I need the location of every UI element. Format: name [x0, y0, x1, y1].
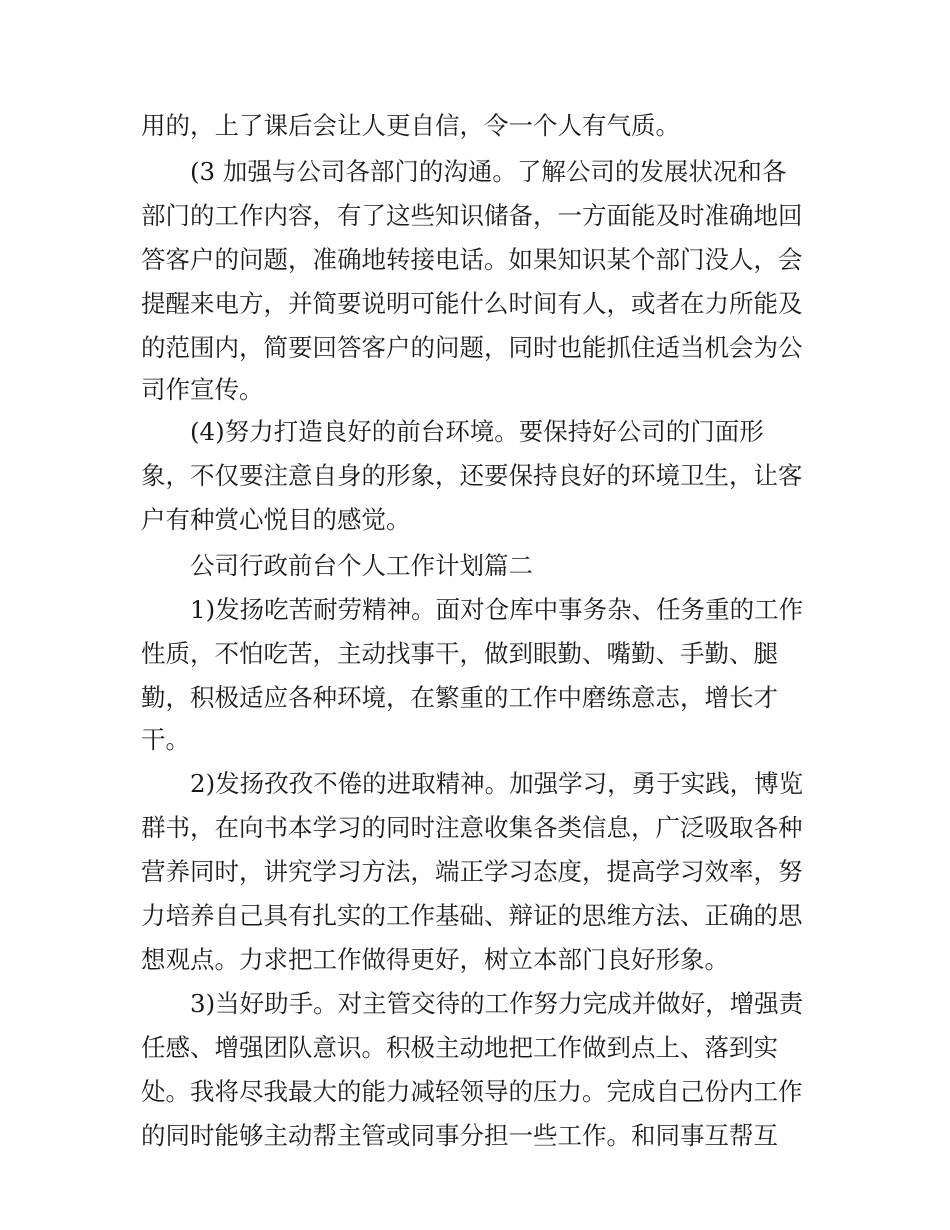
text-line: 户有种赏心悦目的感觉。	[141, 505, 411, 534]
text-line: 力培养自己具有扎实的工作基础、辩证的思维方法、正确的思	[141, 901, 803, 930]
text-line: 部门的工作内容，有了这些知识储备，一方面能及时准确地回	[141, 201, 803, 230]
text-line: 答客户的问题，准确地转接电话。如果知识某个部门没人，会	[141, 245, 803, 274]
paragraph-start: (4)努力打造良好的前台环境。要保持好公司的门面形	[190, 417, 764, 446]
paragraph-start: 1)发扬吃苦耐劳精神。面对仓库中事务杂、任务重的工作	[190, 595, 804, 624]
text-line: 干。	[141, 725, 190, 754]
text-line: 想观点。力求把工作做得更好，树立本部门良好形象。	[141, 945, 729, 974]
paragraph-start: (3 加强与公司各部门的沟通。了解公司的发展状况和各	[190, 157, 787, 186]
text-line: 处。我将尽我最大的能力减轻领导的压力。完成自己份内工作	[141, 1077, 803, 1106]
paragraph-start: 3)当好助手。对主管交待的工作努力完成并做好，增强责	[190, 989, 804, 1018]
text-line: 任感、增强团队意识。积极主动地把工作做到点上、落到实	[141, 1033, 778, 1062]
text-line: 的同时能够主动帮主管或同事分担一些工作。和同事互帮互	[141, 1121, 778, 1150]
text-line: 提醒来电方，并简要说明可能什么时间有人，或者在力所能及	[141, 289, 803, 318]
section-heading: 公司行政前台个人工作计划篇二	[190, 551, 533, 580]
text-line: 性质，不怕吃苦，主动找事干，做到眼勤、嘴勤、手勤、腿	[141, 639, 778, 668]
text-line: 营养同时，讲究学习方法，端正学习态度，提高学习效率，努	[141, 857, 803, 886]
text-line: 勤，积极适应各种环境，在繁重的工作中磨练意志，增长才	[141, 683, 778, 712]
text-line: 用的，上了课后会让人更自信，令一个人有气质。	[141, 111, 680, 140]
text-line: 象，不仅要注意自身的形象，还要保持良好的环境卫生，让客	[141, 461, 803, 490]
text-line: 群书，在向书本学习的同时注意收集各类信息，广泛吸取各种	[141, 813, 803, 842]
text-line: 司作宣传。	[141, 375, 264, 404]
text-line: 的范围内，简要回答客户的问题，同时也能抓住适当机会为公	[141, 333, 803, 362]
paragraph-start: 2)发扬孜孜不倦的进取精神。加强学习，勇于实践，博览	[190, 769, 804, 798]
